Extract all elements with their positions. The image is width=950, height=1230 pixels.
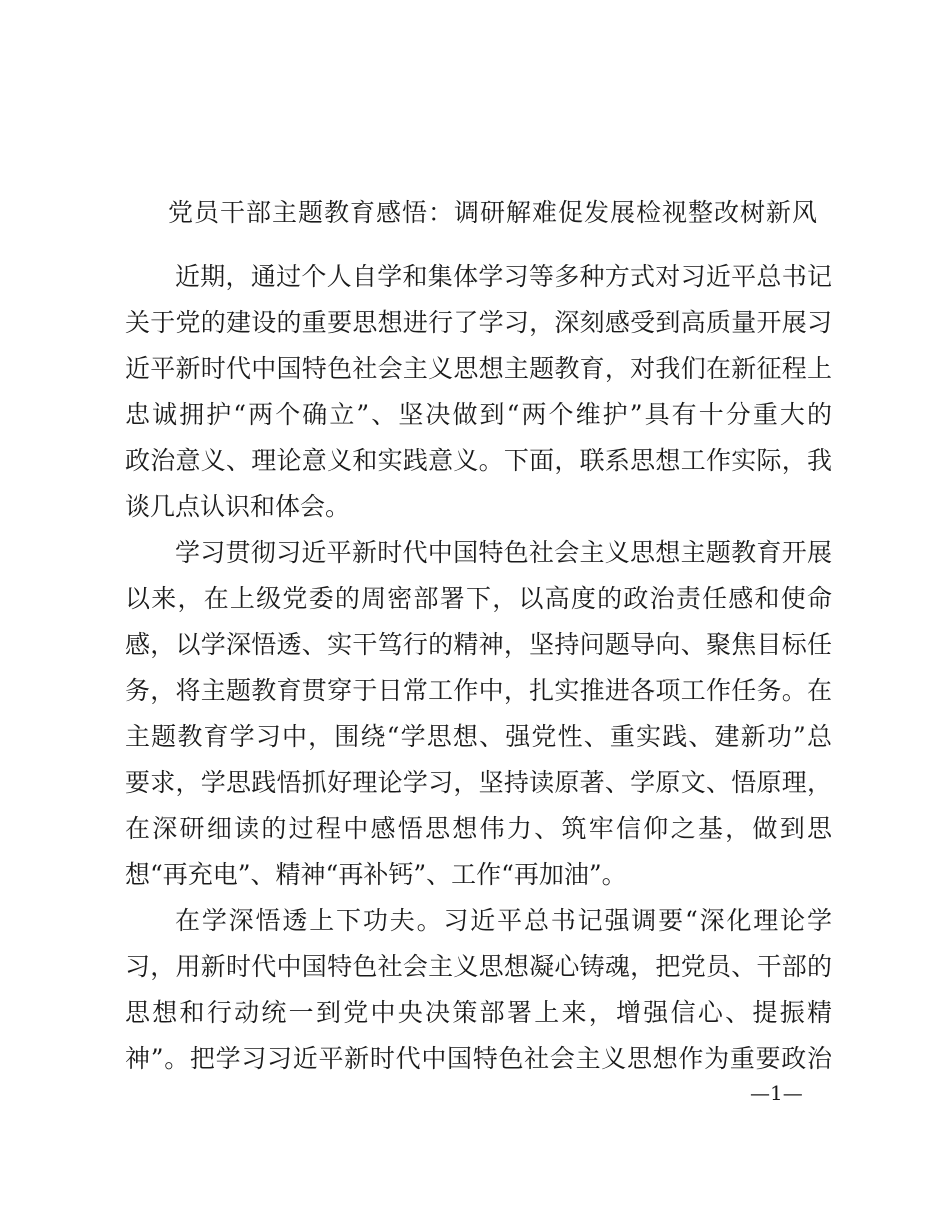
paragraph-3-line-2: 习，用新时代中国特色社会主义思想凝心铸魂，把党员、干部的 xyxy=(125,952,832,981)
paragraph-2-line-7: 在深研细读的过程中感悟思想伟力、筑牢信仰之基，做到思 xyxy=(125,814,832,843)
paragraph-3-line-4: 神”。把学习习近平新时代中国特色社会主义思想作为重要政治 xyxy=(125,1044,832,1073)
paragraph-3-line-3: 思想和行动统一到党中央决策部署上来，增强信心、提振精 xyxy=(125,998,832,1027)
paragraph-2-line-5: 主题教育学习中，围绕“学思想、强党性、重实践、建新功”总 xyxy=(125,722,832,751)
paragraph-1-line-4: 忠诚拥护“两个确立”、坚决做到“两个维护”具有十分重大的 xyxy=(125,400,832,429)
paragraph-1-line-5: 政治意义、理论意义和实践意义。下面，联系思想工作实际，我 xyxy=(125,446,832,475)
paragraph-2-line-6: 要求，学思践悟抓好理论学习，坚持读原著、学原文、悟原理， xyxy=(125,768,832,797)
paragraph-3-line-1: 在学深悟透上下功夫。习近平总书记强调要“深化理论学 xyxy=(175,906,832,935)
paragraph-2-line-2: 以来，在上级党委的周密部署下，以高度的政治责任感和使命 xyxy=(125,584,832,613)
paragraph-2-line-8: 想“再充电”、精神“再补钙”、工作“再加油”。 xyxy=(125,860,627,889)
paragraph-1-line-3: 近平新时代中国特色社会主义思想主题教育，对我们在新征程上 xyxy=(125,354,832,383)
paragraph-1-line-2: 关于党的建设的重要思想进行了学习，深刻感受到高质量开展习 xyxy=(125,308,832,337)
paragraph-1-line-1: 近期，通过个人自学和集体学习等多种方式对习近平总书记 xyxy=(175,262,832,291)
page-number: —1— xyxy=(750,1081,803,1105)
paragraph-2-line-3: 感，以学深悟透、实干笃行的精神，坚持问题导向、聚焦目标任 xyxy=(125,630,832,659)
document-title: 党员干部主题教育感悟：调研解难促发展检视整改树新风 xyxy=(168,198,819,227)
paragraph-1-line-6: 谈几点认识和体会。 xyxy=(125,492,351,521)
paragraph-2-line-1: 学习贯彻习近平新时代中国特色社会主义思想主题教育开展 xyxy=(175,538,832,567)
paragraph-2-line-4: 务，将主题教育贯穿于日常工作中，扎实推进各项工作任务。在 xyxy=(125,676,832,705)
